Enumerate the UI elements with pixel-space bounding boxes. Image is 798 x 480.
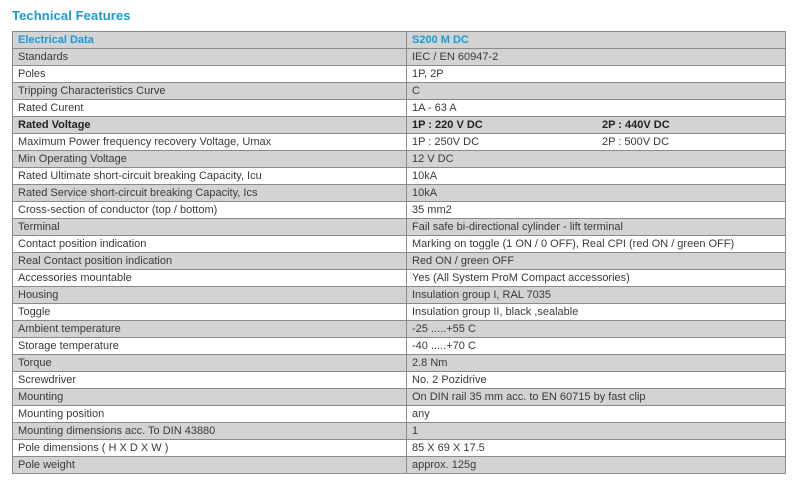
row-label: Standards — [13, 49, 407, 66]
table-row — [13, 287, 786, 304]
table-row — [13, 83, 786, 100]
row-label: Toggle — [13, 304, 407, 321]
technical-features-table — [12, 31, 786, 474]
header-value: S200 M DC — [407, 32, 786, 49]
value-1p: 1P : 220 V DC — [412, 119, 483, 131]
row-value: -40 .....+70 C — [407, 338, 786, 355]
row-label: Pole weight — [13, 457, 407, 474]
row-label: Mounting — [13, 389, 407, 406]
row-value: approx. 125g — [407, 457, 786, 474]
table-row — [13, 49, 786, 66]
table-row — [13, 236, 786, 253]
row-label: Accessories mountable — [13, 270, 407, 287]
row-label: Min Operating Voltage — [13, 151, 407, 168]
row-value: No. 2 Pozidrive — [407, 372, 786, 389]
row-label: Rated Service short-circuit breaking Capacity, Ics — [13, 185, 407, 202]
page-title: Technical Features — [12, 8, 131, 23]
row-label: Ambient temperature — [13, 321, 407, 338]
row-label: Maximum Power frequency recovery Voltage, Umax — [13, 134, 407, 151]
table-row — [13, 219, 786, 236]
table-row — [13, 440, 786, 457]
table-row — [13, 457, 786, 474]
table-row — [13, 270, 786, 287]
row-value: 2.8 Nm — [407, 355, 786, 372]
row-value: Fail safe bi-directional cylinder - lift terminal — [407, 219, 786, 236]
row-value — [407, 134, 786, 151]
value-1p: 1P : 250V DC — [412, 136, 480, 148]
row-label: Terminal — [13, 219, 407, 236]
row-label: Housing — [13, 287, 407, 304]
row-value: any — [407, 406, 786, 423]
table-row — [13, 117, 786, 134]
table-row — [13, 406, 786, 423]
row-value: Marking on toggle (1 ON / 0 OFF), Real CPI (red ON / green OFF) — [407, 236, 786, 253]
table-row — [13, 66, 786, 83]
row-label: Poles — [13, 66, 407, 83]
table-row — [13, 372, 786, 389]
row-value: 85 X 69 X 17.5 — [407, 440, 786, 457]
value-2p: 2P : 440V DC — [602, 119, 670, 131]
row-value: 1P, 2P — [407, 66, 786, 83]
table-header-row — [13, 32, 786, 49]
table-row — [13, 202, 786, 219]
row-value: Insulation group II, black ,sealable — [407, 304, 786, 321]
row-label: Mounting position — [13, 406, 407, 423]
row-value: Yes (All System ProM Compact accessories) — [407, 270, 786, 287]
row-label: Torque — [13, 355, 407, 372]
table-row — [13, 134, 786, 151]
row-value: 10kA — [407, 185, 786, 202]
row-label: Storage temperature — [13, 338, 407, 355]
row-label: Real Contact position indication — [13, 253, 407, 270]
row-label: Tripping Characteristics Curve — [13, 83, 407, 100]
table-row — [13, 168, 786, 185]
row-value: Red ON / green OFF — [407, 253, 786, 270]
header-label: Electrical Data — [13, 32, 407, 49]
row-value: 12 V DC — [407, 151, 786, 168]
row-label: Rated Ultimate short-circuit breaking Capacity, Icu — [13, 168, 407, 185]
value-2p: 2P : 500V DC — [602, 136, 670, 148]
table-row — [13, 185, 786, 202]
table-row — [13, 355, 786, 372]
table-row — [13, 151, 786, 168]
row-label: Contact position indication — [13, 236, 407, 253]
row-label: Cross-section of conductor (top / bottom) — [13, 202, 407, 219]
row-value: -25 .....+55 C — [407, 321, 786, 338]
table-row — [13, 100, 786, 117]
row-value: On DIN rail 35 mm acc. to EN 60715 by fast clip — [407, 389, 786, 406]
row-value: IEC / EN 60947-2 — [407, 49, 786, 66]
row-value: Insulation group I, RAL 7035 — [407, 287, 786, 304]
row-value: C — [407, 83, 786, 100]
table-row — [13, 304, 786, 321]
row-label: Mounting dimensions acc. To DIN 43880 — [13, 423, 407, 440]
row-label: Rated Curent — [13, 100, 407, 117]
row-value: 1A - 63 A — [407, 100, 786, 117]
table-row — [13, 338, 786, 355]
row-value — [407, 117, 786, 134]
row-label: Pole dimensions ( H X D X W ) — [13, 440, 407, 457]
table-row — [13, 389, 786, 406]
table-row — [13, 423, 786, 440]
row-label: Screwdriver — [13, 372, 407, 389]
row-label: Rated Voltage — [13, 117, 407, 134]
table-row — [13, 321, 786, 338]
row-value: 10kA — [407, 168, 786, 185]
table-row — [13, 253, 786, 270]
row-value: 35 mm2 — [407, 202, 786, 219]
row-value: 1 — [407, 423, 786, 440]
